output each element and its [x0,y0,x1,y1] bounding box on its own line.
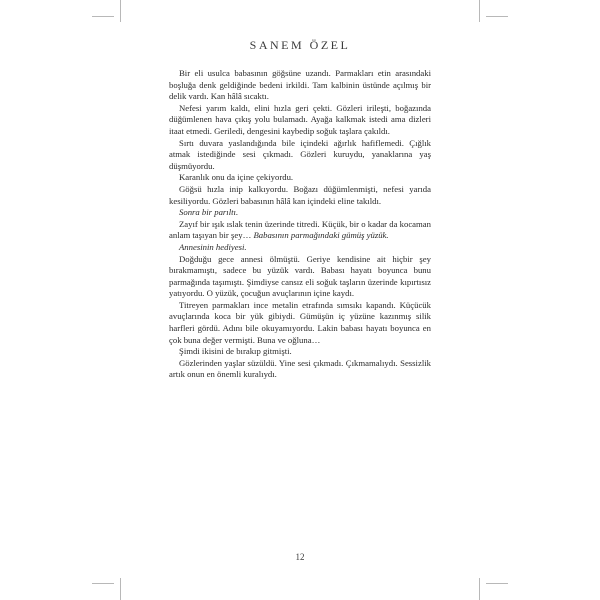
page-number: 12 [295,552,305,562]
paragraph: Nefesi yarım kaldı, elini hızla geri çekti. Gözleri irileşti, boğazında düğümlenen hava çıkış yolu bulamadı. Ayağa kalkmak istedi ama dizleri itaat etmedi. Geriledi, dengesini kaybedip soğuk taşlara çakıldı. [169,102,431,136]
paragraph: Sırtı duvara yaslandığında bile içindeki ağırlık hafiflemedi. Çığlık atmak istediğinde sesi çıkmadı. Gözleri kuruydu, yanaklarına yaş düşmüyordu. [169,137,431,171]
running-head: SANEM ÖZEL [249,38,351,52]
paragraph: Bir eli usulca babasının göğsüne uzandı. Parmakları etin arasındaki boşluğa denk geldiğinde bedeni irkildi. Tam kalbinin üstünde açılmış bir delik vardı. Kan hâlâ sıcaktı. [169,68,431,102]
italic-paragraph: Sonra bir parıltı. [179,207,239,218]
italic-paragraph: Annesinin hediyesi. [179,241,247,252]
crop-mark [92,16,114,17]
paragraph: Karanlık onu da içine çekiyordu. [179,172,294,183]
paragraph-text: Zayıf bir ışık ıslak tenin üzerinde titredi. Küçük, bir o kadar da kocaman anlam taşıyan bir şey… [169,218,431,241]
body-text [169,68,431,381]
crop-mark [120,578,121,600]
paragraph: Şimdi ikisini de bırakıp gitmişti. [179,346,292,357]
paragraph [169,219,431,242]
crop-mark [486,16,508,17]
paragraph: Göğsü hızla inip kalkıyordu. Boğazı düğümlenmişti, nefesi yarıda kesiliyordu. Gözleri babasının hâlâ kan içindeki eline takıldı. [169,183,431,206]
crop-mark [120,0,121,22]
crop-mark [479,578,480,600]
crop-mark [92,583,114,584]
crop-mark [486,583,508,584]
italic-phrase: Babasının parmağındaki gümüş yüzük. [251,230,389,241]
crop-mark [479,0,480,22]
paragraph: Titreyen parmakları ince metalin etrafında sımsıkı kapandı. Küçücük avuçlarında koca bir yük gibiydi. Gümüşün iç yüzüne kazınmış silik harfleri gördü. Adını bile okuyamıyordu. Lakin babası hayatı boyunca en çok buna değer vermişti. Buna ve oğluna… [169,299,431,345]
paragraph: Gözlerinden yaşlar süzüldü. Yine sesi çıkmadı. Çıkmamalıydı. Sessizlik artık onun en önemli kuralıydı. [169,357,431,380]
paragraph: Doğduğu gece annesi ölmüştü. Geriye kendisine ait hiçbir şey bırakmamıştı, sadece bu yüzük vardı. Babası hayatı boyunca bunu parmağında taşımıştı. Şimdiyse cansız eli soğuk taşların üzerinde kıpırtısız yatıyordu. O yüzük, çocuğun avuçlarının içine kaydı. [169,253,431,299]
